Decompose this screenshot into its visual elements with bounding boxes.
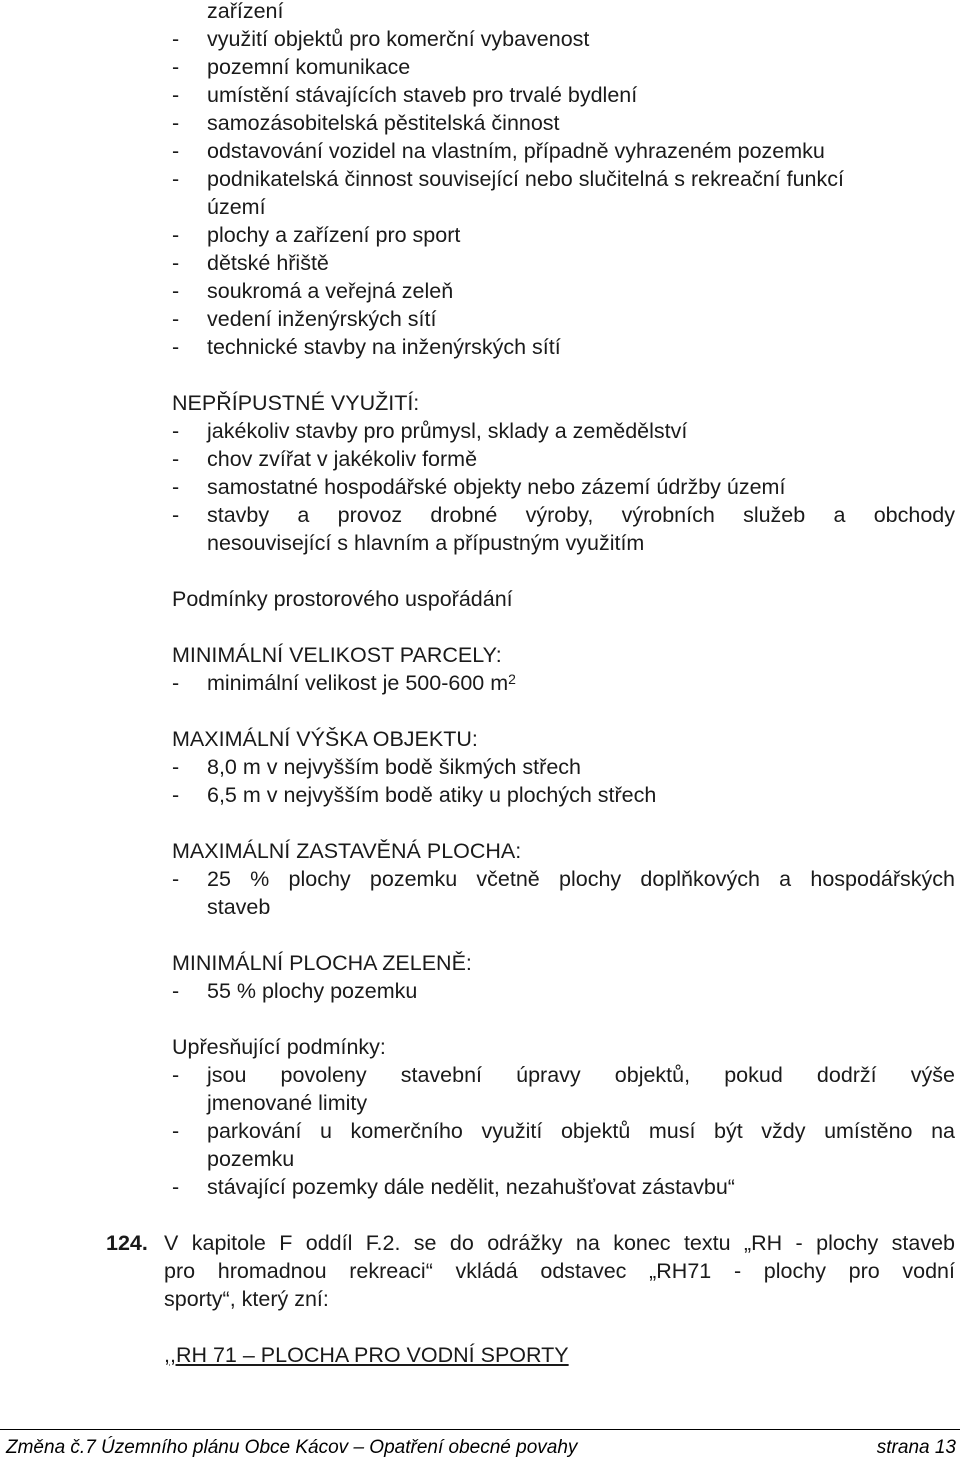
list-item: dětské hřiště (207, 251, 329, 275)
list-item-continuation: jmenované limity (207, 1091, 368, 1115)
section-heading: MINIMÁLNÍ PLOCHA ZELENĚ: (172, 951, 472, 975)
list-item: jsou povoleny stavební úpravy objektů, pokud dodrží výše (207, 1063, 955, 1087)
list-item: 6,5 m v nejvyšším bodě atiky u plochých střech (207, 783, 657, 807)
footer-document-title: Změna č.7 Územního plánu Obce Kácov – Opatření obecné povahy (6, 1437, 578, 1458)
list-item (207, 669, 516, 697)
list-item: samozásobitelská pěstitelská činnost (207, 111, 560, 135)
list-item: technické stavby na inženýrských sítí (207, 335, 561, 359)
list-item: chov zvířat v jakékoliv formě (207, 447, 478, 471)
section-heading: Upřesňující podmínky: (172, 1035, 386, 1059)
list-item: stávající pozemky dále nedělit, nezahušťovat zástavbu“ (207, 1175, 735, 1199)
list-dash: - (172, 475, 180, 499)
list-dash: - (172, 279, 180, 303)
list-dash: - (172, 55, 180, 79)
point-number: 124. (106, 1231, 148, 1255)
list-item: odstavování vozidel na vlastním, případně vyhrazeném pozemku (207, 139, 825, 163)
list-dash: - (172, 111, 180, 135)
list-item: vedení inženýrských sítí (207, 307, 437, 331)
list-dash: - (172, 1063, 180, 1087)
list-dash: - (172, 251, 180, 275)
point-text-line: sporty“, který zní: (164, 1287, 329, 1311)
list-item-continuation: staveb (207, 895, 271, 919)
list-dash: - (172, 223, 180, 247)
rh71-heading: ,,RH 71 – PLOCHA PRO VODNÍ SPORTY (164, 1343, 569, 1367)
list-item-continuation: pozemku (207, 1147, 295, 1171)
list-dash: - (172, 335, 180, 359)
list-item: samostatné hospodářské objekty nebo zázemí údržby území (207, 475, 786, 499)
footer-page-number: strana 13 (876, 1437, 956, 1458)
list-dash: - (172, 783, 180, 807)
list-item: stavby a provoz drobné výroby, výrobních služeb a obchody (207, 503, 955, 527)
list-item: 55 % plochy pozemku (207, 979, 418, 1003)
list-item: pozemní komunikace (207, 55, 411, 79)
list-dash: - (172, 755, 180, 779)
list-dash: - (172, 503, 180, 527)
list-dash: - (172, 27, 180, 51)
list-item: využití objektů pro komerční vybavenost (207, 27, 590, 51)
list-dash: - (172, 979, 180, 1003)
list-item: 8,0 m v nejvyšším bodě šikmých střech (207, 755, 581, 779)
list-item-continuation: území (207, 195, 266, 219)
list-dash: - (172, 671, 180, 695)
list-item: jakékoliv stavby pro průmysl, sklady a zemědělství (207, 419, 688, 443)
section-heading: MAXIMÁLNÍ ZASTAVĚNÁ PLOCHA: (172, 839, 522, 863)
list-dash: - (172, 1175, 180, 1199)
list-item: parkování u komerčního využití objektů musí být vždy umístěno na (207, 1119, 955, 1143)
list-item: plochy a zařízení pro sport (207, 223, 461, 247)
list-dash: - (172, 1119, 180, 1143)
list-item-continuation: nesouvisející s hlavním a přípustným využitím (207, 531, 645, 555)
section-heading: MINIMÁLNÍ VELIKOST PARCELY: (172, 643, 502, 667)
list-dash: - (172, 139, 180, 163)
list-dash: - (172, 867, 180, 891)
list-item: podnikatelská činnost související nebo slučitelná s rekreační funkcí (207, 167, 844, 191)
point-text-line: V kapitole F oddíl F.2. se do odrážky na konec textu „RH - plochy staveb (164, 1231, 955, 1255)
list-item: soukromá a veřejná zeleň (207, 279, 454, 303)
parcel-size-text: minimální velikost je 500-600 m (207, 671, 509, 695)
section-heading: MAXIMÁLNÍ VÝŠKA OBJEKTU: (172, 727, 478, 751)
list-item: umístění stávajících staveb pro trvalé bydlení (207, 83, 638, 107)
footer-divider (0, 1429, 960, 1430)
section-heading: NEPŘÍPUSTNÉ VYUŽITÍ: (172, 391, 420, 415)
list-item: 25 % plochy pozemku včetně plochy doplňkových a hospodářských (207, 867, 955, 891)
point-text-line: pro hromadnou rekreaci“ vkládá odstavec „RH71 - plochy pro vodní (164, 1259, 955, 1283)
list-dash: - (172, 167, 180, 191)
continuation-text: zařízení (207, 0, 284, 23)
spatial-title: Podmínky prostorového uspořádání (172, 587, 513, 611)
list-dash: - (172, 419, 180, 443)
list-dash: - (172, 447, 180, 471)
superscript-2: 2 (508, 671, 516, 687)
list-dash: - (172, 307, 180, 331)
list-dash: - (172, 83, 180, 107)
